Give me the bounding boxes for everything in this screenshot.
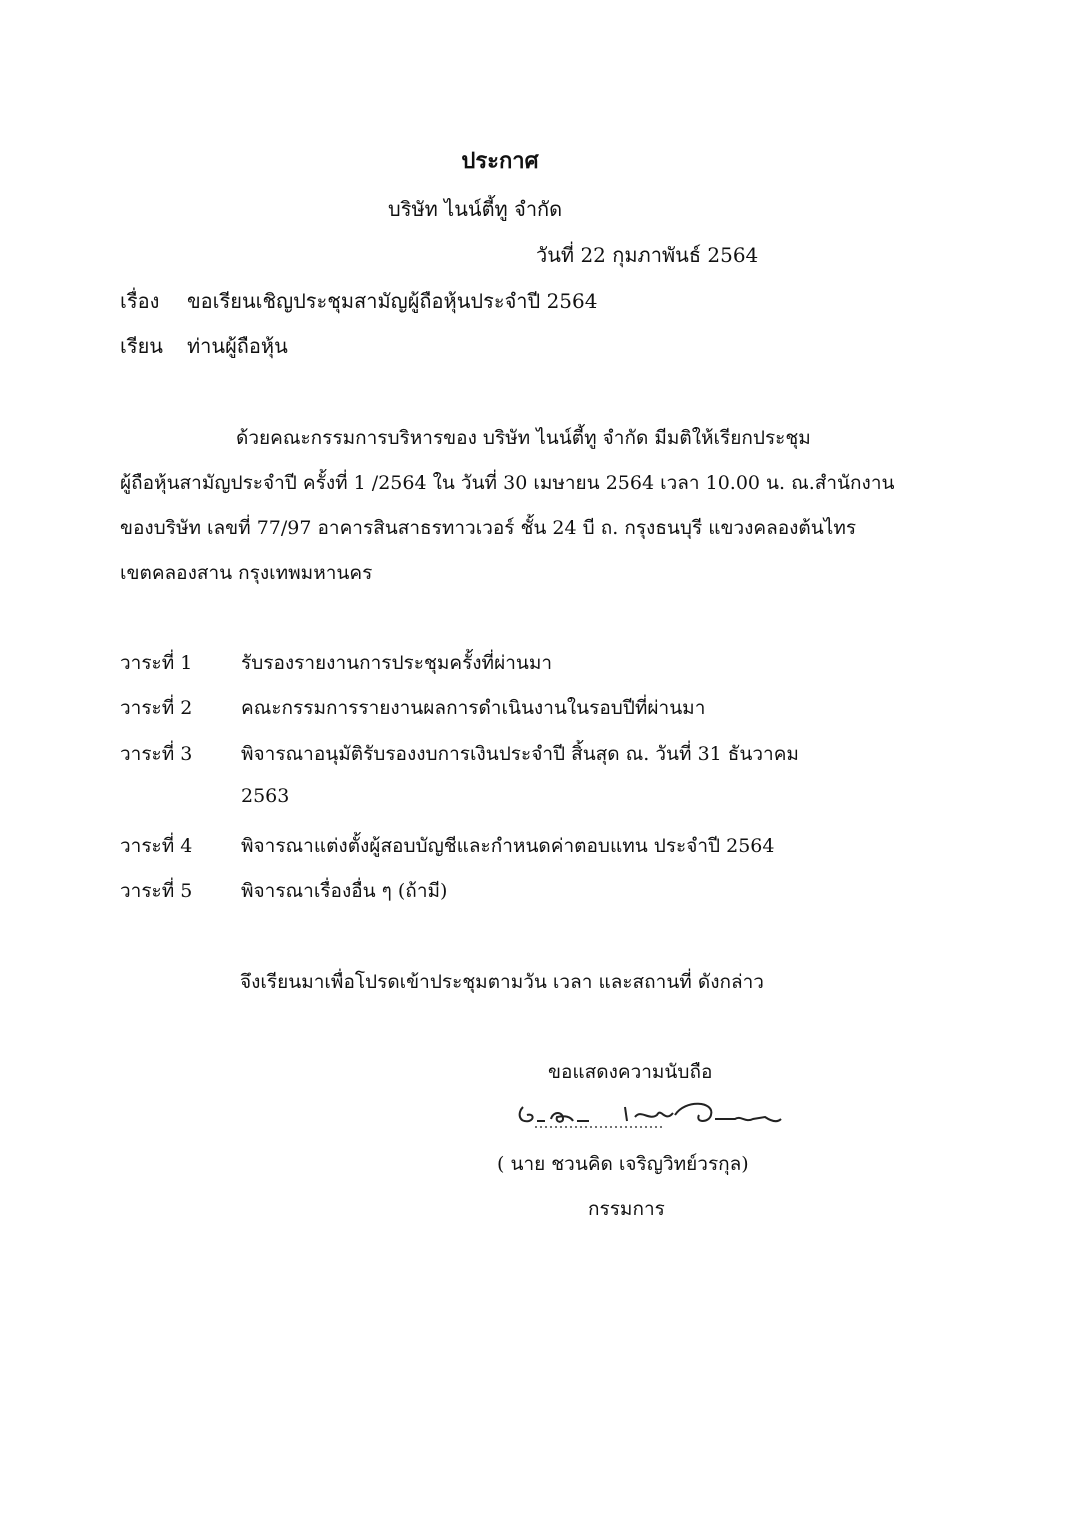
signer-position: กรรมการ <box>588 1198 665 1220</box>
regards-text: ขอแสดงความนับถือ <box>548 1061 713 1083</box>
closing-text: จึงเรียนมาเพื่อโปรดเข้าประชุมตามวัน เวลา และสถานที่ ดังกล่าว <box>240 971 764 993</box>
subject-text: ขอเรียนเชิญประชุมสามัญผู้ถือหุ้นประจำปี 2564 <box>187 289 598 313</box>
body-line: ของบริษัท เลขที่ 77/97 อาคารสินสาธรทาวเวอร์ ชั้น 24 บี ถ. กรุงธนบุรี แขวงคลองต้นไทร <box>120 517 857 539</box>
body-line: ด้วยคณะกรรมการบริหารของ บริษัท ไนน์ตี้ทู จำกัด มีมติให้เรียกประชุม <box>236 427 811 449</box>
agenda-item-text: คณะกรรมการรายงานผลการดำเนินงานในรอบปีที่ผ่านมา <box>241 697 706 719</box>
agenda-item-label: วาระที่ 4 <box>120 835 193 857</box>
company-name: บริษัท ไนน์ตี้ทู จำกัด <box>388 197 563 221</box>
subject-label: เรื่อง <box>120 289 160 313</box>
agenda-item-label: วาระที่ 3 <box>120 743 193 765</box>
handwritten-signature <box>515 1093 790 1133</box>
agenda-item-label: วาระที่ 2 <box>120 697 193 719</box>
announcement-title: ประกาศ <box>461 148 539 174</box>
agenda-item-continuation: 2563 <box>241 785 290 807</box>
recipient-text: ท่านผู้ถือหุ้น <box>187 334 288 358</box>
agenda-item-text: รับรองรายงานการประชุมครั้งที่ผ่านมา <box>241 652 553 674</box>
signer-name: ( นาย ชวนคิด เจริญวิทย์วรกุล) <box>497 1153 749 1175</box>
agenda-item-text: พิจารณาอนุมัติรับรองงบการเงินประจำปี สิ้นสุด ณ. วันที่ 31 ธันวาคม <box>241 743 799 765</box>
body-line: ผู้ถือหุ้นสามัญประจำปี ครั้งที่ 1 /2564 ใน วันที่ 30 เมษายน 2564 เวลา 10.00 น. ณ.สำนักงาน <box>120 472 895 494</box>
body-line: เขตคลองสาน กรุงเทพมหานคร <box>120 562 373 584</box>
agenda-item-label: วาระที่ 5 <box>120 880 193 902</box>
recipient-label: เรียน <box>120 334 163 358</box>
agenda-item-text: พิจารณาแต่งตั้งผู้สอบบัญชีและกำหนดค่าตอบแทน ประจำปี 2564 <box>241 835 775 857</box>
announcement-date: วันที่ 22 กุมภาพันธ์ 2564 <box>536 243 759 267</box>
agenda-item-text: พิจารณาเรื่องอื่น ๆ (ถ้ามี) <box>241 880 448 902</box>
agenda-item-label: วาระที่ 1 <box>120 652 193 674</box>
